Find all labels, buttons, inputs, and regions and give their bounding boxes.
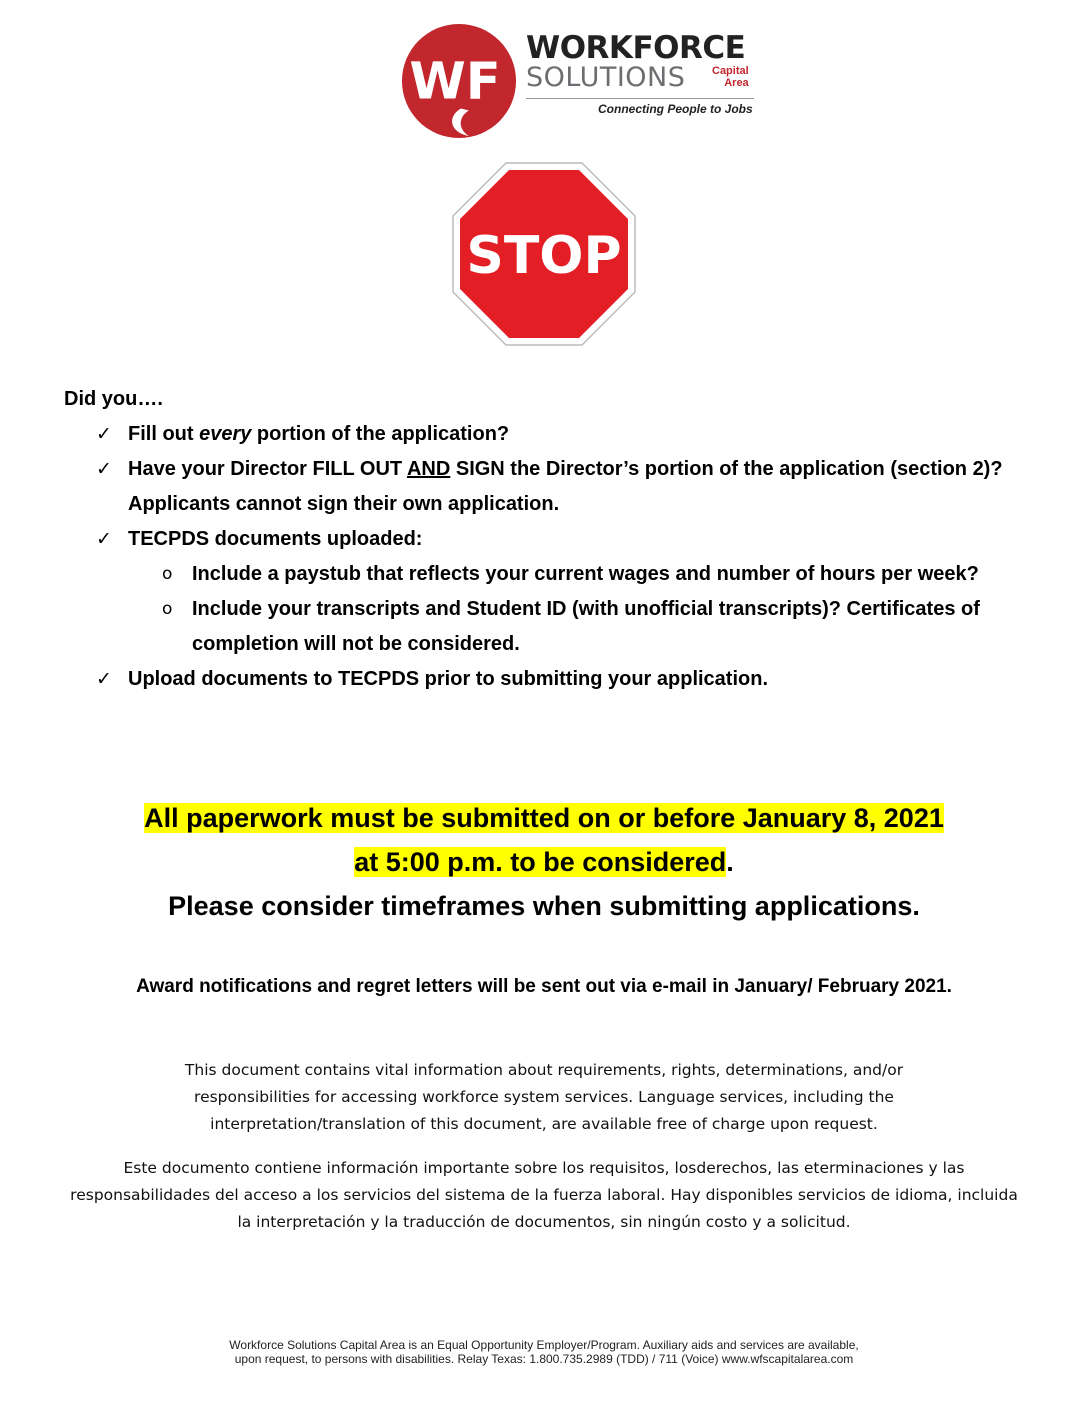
brand-capital: Capital: [712, 65, 749, 77]
footer-line1: Workforce Solutions Capital Area is an Equal Opportunity Employer/Program. Auxiliary aids and services are available,: [229, 1338, 859, 1352]
item1-text-end: portion of the application?: [251, 423, 510, 445]
wf-logo-mark: [400, 22, 518, 140]
sub-item-paystub: [64, 557, 1034, 592]
brand-line1: WORKFORCE: [526, 30, 746, 66]
brand-area: Area: [724, 77, 749, 89]
brand-wordmark: [526, 30, 749, 93]
notice-es-line3: la interpretación y la traducción de documentos, sin ningún costo y a solicitud.: [237, 1213, 851, 1231]
item2-text-end: SIGN the Director’s portion of the application (section 2)? Applicants cannot sign their own application.: [128, 458, 1003, 515]
item2-underlined: AND: [406, 458, 451, 480]
item3-text: TECPDS documents uploaded:: [128, 528, 423, 550]
deadline-line2: at 5:00 p.m. to be considered: [354, 847, 727, 877]
deadline-line3: Please consider timeframes when submitting applications.: [168, 891, 920, 921]
checkmark-icon: ✓: [96, 423, 112, 445]
checkmark-icon: ✓: [96, 528, 112, 550]
circle-bullet-icon: o: [162, 599, 173, 619]
logo: [398, 14, 758, 132]
stop-sign-icon: [452, 162, 636, 346]
footer-line2: upon request, to persons with disabilities. Relay Texas: 1.800.735.2989 (TDD) / 711 (Voice) www.wfscapitalarea.com: [234, 1352, 854, 1366]
checklist-item-fill-out: [64, 417, 1034, 452]
notice-en-line3: interpretation/translation of this document, are available free of charge upon request.: [210, 1115, 878, 1133]
notice-en-line2: responsibilities for accessing workforce system services. Language services, including the: [194, 1088, 894, 1106]
checklist: [64, 382, 1034, 697]
sub1-text: Include a paystub that reflects your current wages and number of hours per week?: [192, 563, 979, 585]
language-notice-english: [44, 1057, 1044, 1138]
logo-monogram: WF: [409, 52, 501, 112]
footer: [0, 1338, 1088, 1366]
checkmark-icon: ✓: [96, 668, 112, 690]
item1-text-start: Fill out: [128, 423, 200, 445]
item1-emphasis: every: [199, 423, 252, 445]
award-notice: Award notifications and regret letters will be sent out via e-mail in January/ February 2021.: [136, 976, 952, 997]
deadline-line1: All paperwork must be submitted on or before January 8, 2021: [144, 803, 944, 833]
notice-es-line1: Este documento contiene información importante sobre los requisitos, losderechos, las eterminaciones y las: [123, 1159, 965, 1177]
notice-es-line2: responsabilidades del acceso a los servicios del sistema de la fuerza laboral. Hay disponibles servicios de idioma, incluida: [70, 1186, 1018, 1204]
deadline-notice: [0, 796, 1088, 928]
sub-item-transcripts: [64, 592, 1034, 662]
sub2-text: Include your transcripts and Student ID (with unofficial transcripts)? Certificates of completion will not be considered.: [192, 598, 980, 655]
language-notice-spanish: [44, 1155, 1044, 1236]
stop-sign-text: STOP: [466, 226, 622, 286]
item2-text-start: Have your Director FILL OUT: [128, 458, 407, 480]
notice-en-line1: This document contains vital information about requirements, rights, determinations, and/or: [184, 1061, 904, 1079]
brand-divider: [526, 98, 754, 99]
brand-tagline: Connecting People to Jobs: [598, 102, 753, 116]
item4-text: Upload documents to TECPDS prior to submitting your application.: [128, 668, 769, 690]
checklist-item-director: [64, 452, 1034, 522]
circle-bullet-icon: o: [162, 564, 173, 584]
brand-line2: SOLUTIONS: [526, 62, 686, 93]
brand-capital-area: [712, 65, 749, 89]
checklist-lead: Did you….: [64, 388, 163, 410]
checkmark-icon: ✓: [96, 458, 112, 480]
checklist-item-tecpds: [64, 522, 1034, 557]
deadline-line2-period: .: [726, 847, 734, 877]
checklist-item-upload: [64, 662, 1034, 697]
